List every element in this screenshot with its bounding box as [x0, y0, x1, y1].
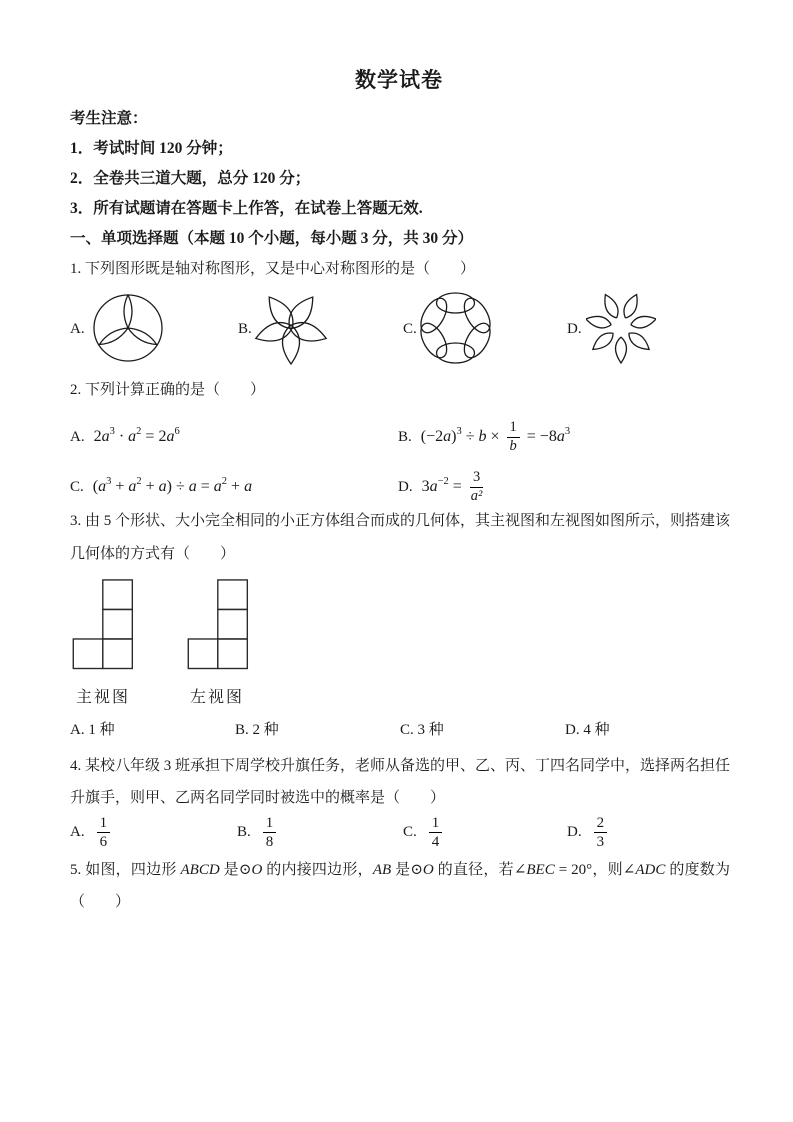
- notice-item-2: 2．全卷共三道大题，总分 120 分；: [70, 170, 311, 187]
- q2-option-b: [398, 411, 570, 463]
- q2-option-b-formula: (−2 a ) 3 ÷ b × $\frac{1}{b}$ = −8 a 3: [420, 419, 571, 454]
- left-view-figure: [187, 579, 249, 671]
- q4-option-a-fraction: $\frac{1}{6}$: [97, 814, 111, 851]
- section-heading: 一、单项选择题（本题 10 个小题，每小题 3 分，共 30 分）: [70, 230, 474, 247]
- q3-option-b: B. 2 种: [235, 722, 279, 738]
- page-title: 数学试卷: [355, 68, 443, 92]
- q1-option-d-label: D.: [567, 321, 582, 337]
- notice-item-3: 3．所有试题请在答题卡上作答，在试卷上答题无效.: [70, 200, 423, 217]
- front-view-figure: [72, 579, 134, 671]
- q4-option-c: [403, 810, 445, 854]
- q4-option-b-label: B.: [237, 823, 251, 840]
- seven-petal-rosette-figure: [586, 291, 656, 364]
- q2-option-b-label: B.: [398, 428, 412, 445]
- question-4-text: 4. 某校八年级 3 班承担下周学校升旗任务，老师从备选的甲、乙、丙、丁四名同学中，选择两名担任升旗手，则甲、乙两名同学同时被选中的概率是（ ）: [70, 758, 731, 806]
- question-2-options-row-1: [70, 411, 730, 463]
- question-3-text: 3. 由 5 个形状、大小完全相同的小正方体组合而成的几何体，其主视图和左视图如图所示，则搭建该几何体的方式有（ ）: [70, 513, 731, 562]
- q4-option-b-fraction: $\frac{1}{8}$: [263, 814, 277, 851]
- q1-option-a-label: A.: [70, 321, 85, 337]
- q3-option-d: D. 4 种: [565, 722, 610, 738]
- q2-option-d-label: D.: [398, 478, 413, 495]
- q2-option-a: [70, 411, 180, 463]
- q4-option-b: [237, 810, 279, 854]
- q4-option-c-fraction: $\frac{1}{4}$: [429, 814, 443, 851]
- question-4-options: [70, 810, 770, 854]
- q2-option-a-label: A.: [70, 428, 85, 445]
- q2-option-c-label: C.: [70, 478, 84, 495]
- question-3-options: [70, 717, 770, 743]
- q4-option-d-label: D.: [567, 823, 582, 840]
- q3-option-a: A. 1 种: [70, 722, 115, 738]
- q2-option-c-formula: ( a 3 + a 2 + a ) ÷ a = a 2 + a: [92, 475, 253, 495]
- left-view-label: 左视图: [190, 689, 245, 706]
- notice-block: [70, 104, 730, 254]
- q4-option-a: [70, 810, 113, 854]
- five-petal-rosette-figure: [253, 289, 329, 367]
- q4-option-a-label: A.: [70, 823, 85, 840]
- q4-option-d-fraction: $\frac{2}{3}$: [594, 814, 608, 851]
- six-oval-ring-figure: [419, 292, 492, 364]
- question-2-text: 2. 下列计算正确的是（ ）: [70, 382, 266, 398]
- question-5-text: 5. 如图，四边形 ABCD 是⊙O 的内接四边形，AB 是⊙O 的直径，若∠BEC = 20°，则∠ADC 的度数为（ ）: [70, 862, 730, 910]
- q4-option-c-label: C.: [403, 823, 417, 840]
- q1-option-b-label: B.: [238, 321, 252, 337]
- q1-option-c-label: C.: [403, 321, 417, 337]
- front-view-label: 主视图: [76, 689, 131, 706]
- circle-with-three-petals-figure: [93, 294, 163, 362]
- q3-option-c: C. 3 种: [400, 722, 444, 738]
- q2-option-a-formula: 2 a 3 · a 2 = 2 a 6: [93, 425, 180, 445]
- notice-item-1: 1．考试时间 120 分钟；: [70, 140, 233, 157]
- question-1-figure-row: [0, 285, 793, 380]
- question-1-text: 1. 下列图形既是轴对称图形，又是中心对称图形的是（ ）: [70, 261, 476, 277]
- q2-option-d-formula: 3 a −2 = $\frac{3}{\text{a²}}$: [421, 469, 483, 504]
- notice-heading: 考生注意：: [70, 110, 148, 127]
- q4-option-d: [567, 810, 610, 854]
